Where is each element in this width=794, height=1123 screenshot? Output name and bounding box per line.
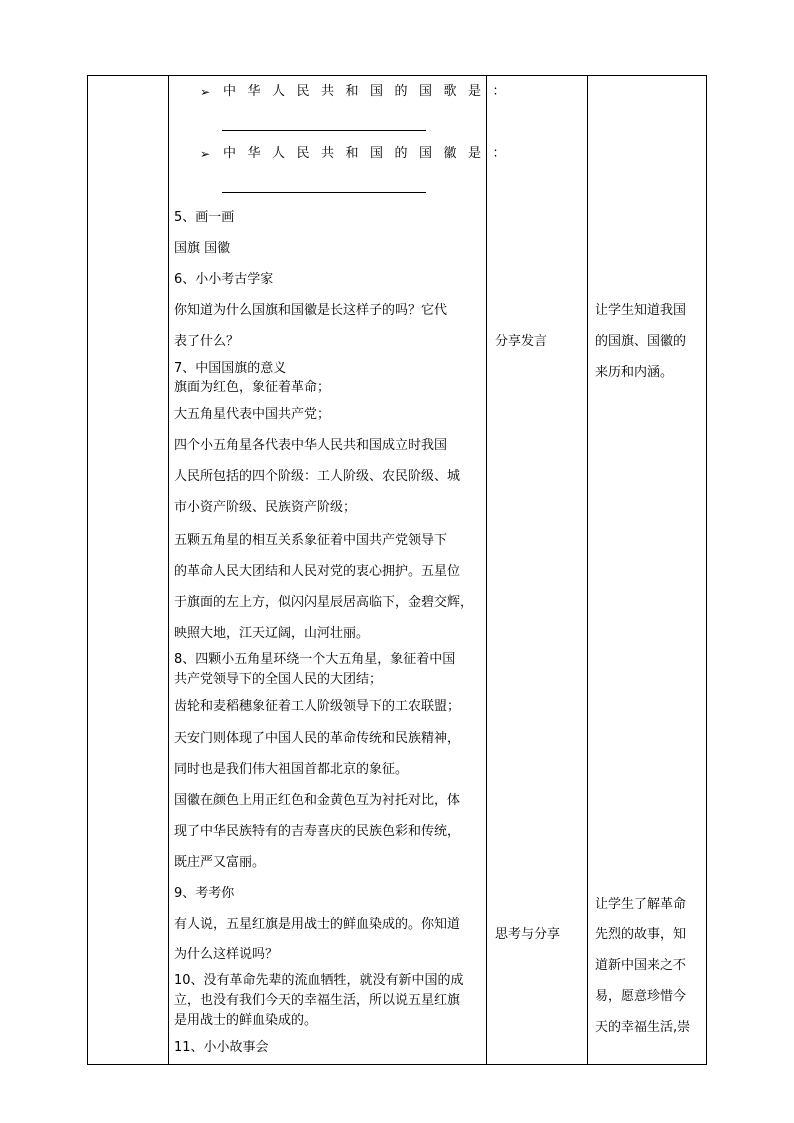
item8-line: 同时也是我们伟大祖国首都北京的象征。 — [174, 762, 409, 777]
anthem-question: 中华人民共和国的国歌是： — [223, 84, 518, 99]
arrow-bullet-icon: ➢ — [200, 147, 211, 161]
item5-text: 国旗 国徽 — [174, 241, 231, 256]
purpose-line: 天的幸福生活,崇 — [595, 1020, 691, 1035]
item7-line: 五颗五角星的相互关系象征着中国共产党领导下 — [174, 533, 448, 548]
column-divider — [486, 76, 487, 1064]
item6-question-line: 你知道为什么国旗和国徽是长这样子的吗？它代 — [174, 303, 448, 318]
item8-line: 齿轮和麦稻穗象征着工人阶级领导下的工农联盟； — [174, 699, 461, 714]
item8-line: 天安门则体现了中国人民的革命传统和民族精神， — [174, 731, 461, 746]
purpose-line: 的国旗、国徽的 — [595, 334, 687, 349]
item10-line: 立，也没有我们今天的幸福生活，所以说五星红旗 — [174, 993, 461, 1008]
column-divider — [168, 76, 169, 1064]
activity-think-share: 思考与分享 — [495, 927, 561, 942]
item9-question-line: 有人说，五星红旗是用战士的鲜血染成的。你知道 — [174, 917, 461, 932]
item10-line: 10、没有革命先辈的流血牺牲，就没有新中国的成 — [174, 973, 464, 988]
purpose-line: 让学生了解革命 — [595, 897, 687, 912]
activity-share-speech: 分享发言 — [495, 334, 548, 349]
item7-line: 人民所包括的四个阶级：工人阶级、农民阶级、城 — [174, 469, 461, 484]
column-divider — [587, 76, 588, 1064]
item7-line: 映照大地，江天辽阔，山河壮丽。 — [174, 626, 370, 641]
purpose-line: 易，愿意珍惜今 — [595, 989, 687, 1004]
item8-line: 8、四颗小五角星环绕一个大五角星，象征着中国 — [174, 652, 456, 667]
purpose-line: 道新中国来之不 — [595, 958, 687, 973]
purpose-line: 让学生知道我国 — [595, 303, 687, 318]
item9-question-line: 为什么这样说吗？ — [174, 947, 279, 962]
emblem-answer-blank[interactable] — [222, 192, 426, 193]
item9-title: 9、考考你 — [174, 886, 235, 901]
arrow-bullet-icon: ➢ — [200, 85, 211, 99]
item11-title: 11、小小故事会 — [174, 1040, 269, 1055]
purpose-line: 来历和内涵。 — [595, 365, 674, 380]
item6-title: 6、小小考古学家 — [174, 272, 274, 287]
item8-line: 国徽在颜色上用正红色和金黄色互为衬托对比，体 — [174, 793, 461, 808]
item7-title: 7、中国国旗的意义 — [174, 361, 287, 376]
item7-line: 的革命人民大团结和人民对党的衷心拥护。五星位 — [174, 564, 461, 579]
anthem-answer-blank[interactable] — [222, 130, 426, 131]
item6-question-line: 表了什么？ — [174, 334, 240, 349]
item8-line: 共产党领导下的全国人民的大团结； — [174, 672, 383, 687]
item7-line: 大五角星代表中国共产党； — [174, 407, 331, 422]
item8-line: 现了中华民族特有的吉寿喜庆的民族色彩和传统， — [174, 824, 461, 839]
item5-title: 5、画一画 — [174, 210, 235, 225]
lesson-plan-table — [87, 75, 707, 1065]
item10-line: 是用战士的鲜血染成的。 — [174, 1013, 318, 1028]
item7-line: 旗面为红色，象征着革命； — [174, 380, 331, 395]
purpose-line: 先烈的故事，知 — [595, 927, 687, 942]
item7-line: 于旗面的左上方，似闪闪星辰居高临下，金碧交辉， — [174, 595, 474, 610]
item7-line: 四个小五角星各代表中华人民共和国成立时我国 — [174, 438, 448, 453]
item8-line: 既庄严又富丽。 — [174, 855, 266, 870]
item7-line: 市小资产阶级、民族资产阶级； — [174, 500, 357, 515]
emblem-question: 中华人民共和国的国徽是： — [223, 146, 518, 161]
